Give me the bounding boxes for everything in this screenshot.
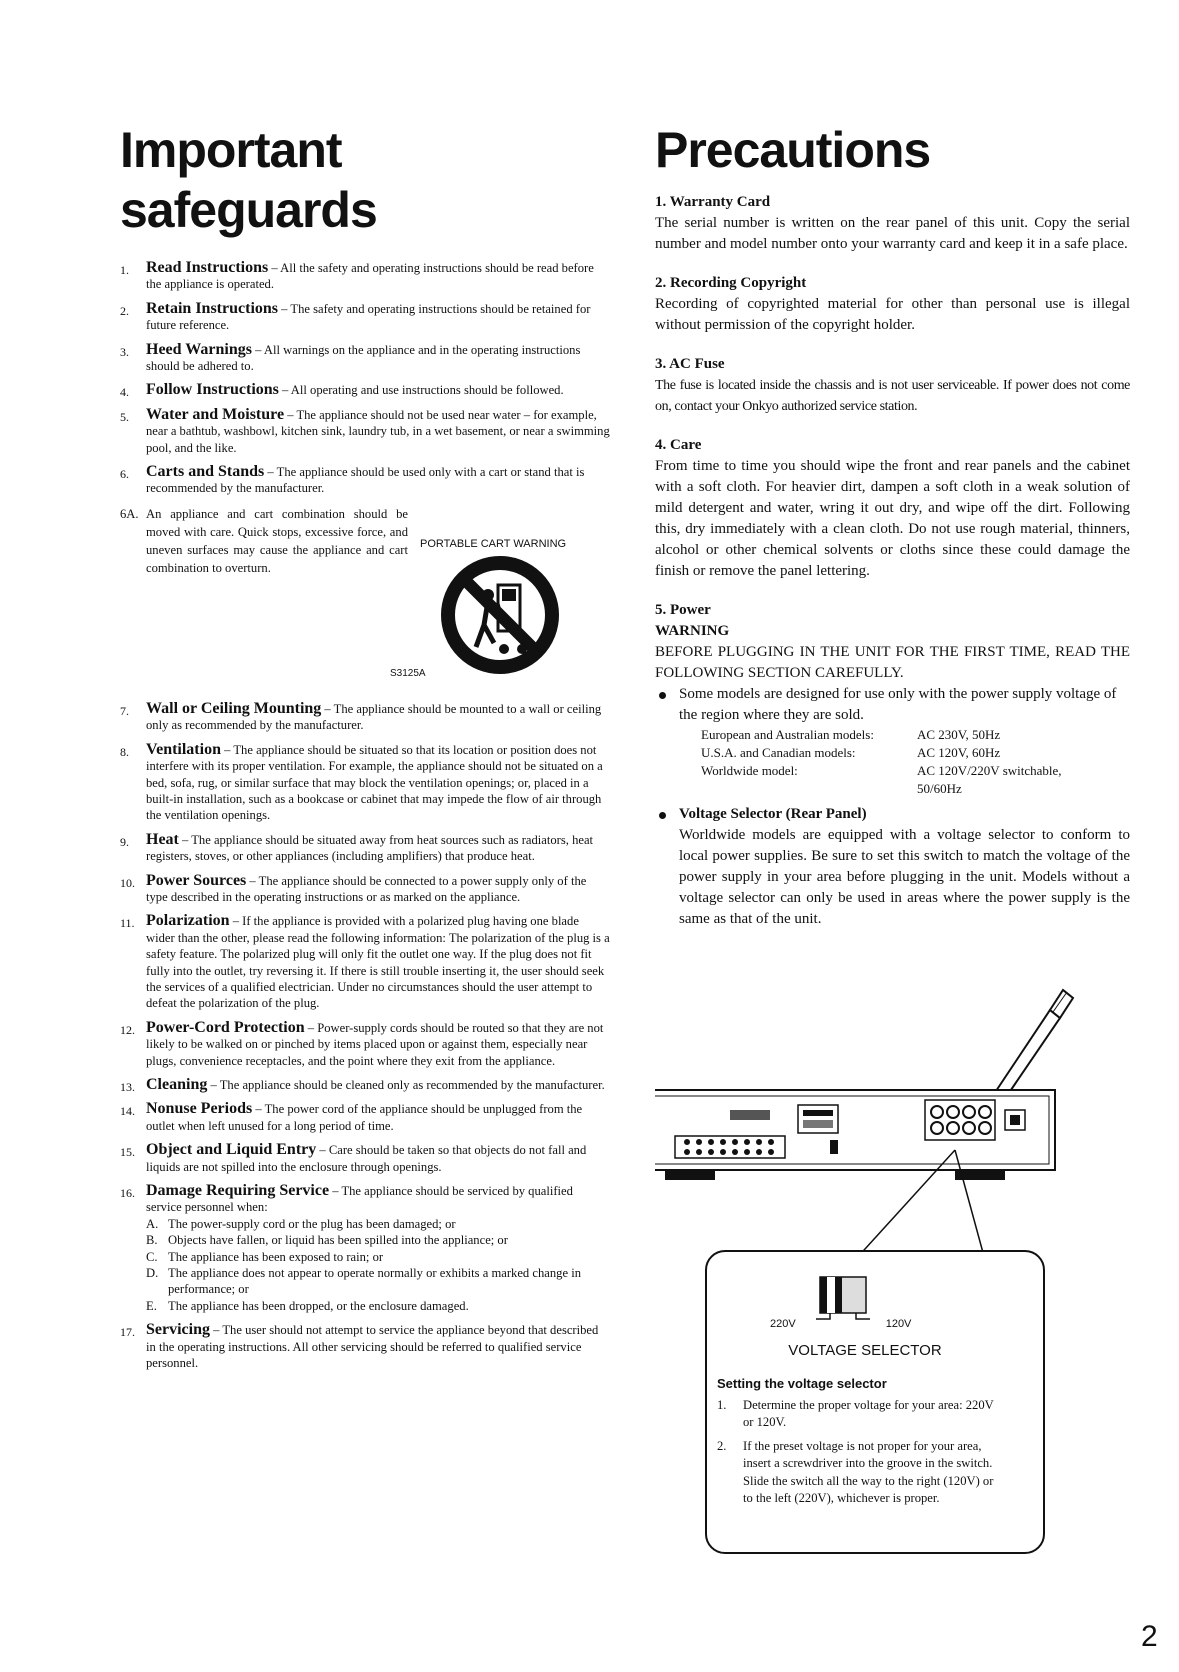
- item-title: Servicing: [146, 1321, 210, 1339]
- item-title: Follow Instructions: [146, 381, 279, 399]
- item-number: 3.: [120, 344, 129, 359]
- sub-item: [146, 1265, 610, 1298]
- table-row: [701, 726, 1087, 744]
- model-name: Worldwide model:: [701, 763, 798, 778]
- sub-text: The appliance has been dropped, or the enclosure damaged.: [168, 1298, 469, 1313]
- item-title: Water and Moisture: [146, 405, 285, 423]
- item-title: Heed Warnings: [146, 340, 252, 358]
- item-number: 14.: [120, 1104, 135, 1119]
- list-item: [120, 1020, 610, 1069]
- item-text: – The appliance should not be used near water – for example, near a bathtub, washbowl, kitchen sink, laundry tub, in a wet basement, or near a swimming pool, and the like.: [146, 407, 610, 455]
- step-number: 1.: [717, 1397, 727, 1412]
- list-item: [120, 913, 610, 1011]
- section-heading: 2. Recording Copyright: [655, 275, 807, 291]
- item-number: 2.: [120, 303, 129, 318]
- item-text: – All warnings on the appliance and in the operating instructions should be adhered to.: [146, 342, 581, 374]
- service-conditions-list: [146, 1216, 610, 1314]
- model-name: European and Australian models:: [701, 727, 874, 742]
- list-item: [120, 832, 610, 865]
- item-number: 1.: [120, 263, 129, 277]
- sub-letter: D.: [146, 1266, 159, 1281]
- bullet-text: Some models are designed for use only with the power supply voltage of the region where they are sold.: [679, 686, 1117, 723]
- voltage-selector-instructions: [717, 1375, 1002, 1508]
- item-title: Cleaning: [146, 1076, 208, 1093]
- safeguards-list: [120, 260, 610, 497]
- sub-letter: C.: [146, 1249, 158, 1264]
- sub-text: The appliance does not appear to operate normally or exhibits a marked change in performance; or: [168, 1266, 581, 1297]
- list-item: [120, 301, 610, 334]
- item-number: 16.: [120, 1186, 135, 1201]
- fuse-section: [655, 354, 1130, 417]
- power-section: [655, 600, 1130, 930]
- portable-cart-warning-icon: [440, 555, 560, 675]
- item-number: 7.: [120, 703, 129, 718]
- sub-item: [146, 1232, 610, 1248]
- item-text: – The appliance should be cleaned only as recommended by the manufacturer.: [207, 1078, 605, 1092]
- item-text: – If the appliance is provided with a polarized plug having one blade wider than the other, please read the following information: The polarization of the plug is a safety feature. The polarized plug will only fit the outlet one way. If the plug does not fit fully into the outlet, try reversing it. If there is still trouble inserting it, the user should seek the services of a qualified electrician. Under no circumstances should the user attempt to defeat the polarization of the plug.: [146, 914, 610, 1011]
- section-body: Recording of copyrighted material for other than personal use is illegal without permission of the copyright holder.: [655, 296, 1130, 333]
- bullet-item: [655, 804, 1130, 930]
- item-text: – The appliance should be serviced by qualified service personnel when:: [146, 1184, 573, 1215]
- instruction-step: [717, 1438, 1002, 1508]
- item-title: Power Sources: [146, 871, 247, 889]
- model-voltage: AC 230V, 50Hz: [917, 727, 1001, 742]
- list-item: [120, 1142, 610, 1175]
- step-text: Determine the proper voltage for your area: 220V or 120V.: [743, 1397, 994, 1429]
- sub-letter: E.: [146, 1298, 157, 1313]
- list-item: [120, 1322, 610, 1371]
- voltage-left-label: 220V: [770, 1318, 796, 1330]
- list-item: [120, 382, 610, 398]
- section-heading: 4. Care: [655, 437, 702, 453]
- list-item: [120, 873, 610, 906]
- section-heading: 5. Power: [655, 602, 711, 618]
- item-number: 4.: [120, 385, 129, 400]
- item-text: – The user should not attempt to service the appliance beyond that described in the operating instructions. All other servicing should be referred to qualified service personnel.: [146, 1323, 599, 1371]
- item-text: – The appliance should be situated so that its location or position does not interfere with its proper ventilation. For example, the appliance should not be situated on a bed, sofa, rug, or similar surface that may block the ventilation openings; or, placed in a built-in installation, such as a bookcase or cabinet that may impede the flow of air through the ventilation openings.: [146, 742, 603, 823]
- item-title: Read Instructions: [146, 259, 269, 276]
- cart-warning-caption: PORTABLE CART WARNING: [420, 537, 567, 550]
- bullet-heading: Voltage Selector (Rear Panel): [679, 806, 867, 822]
- sub-text: Objects have fallen, or liquid has been spilled into the appliance; or: [168, 1233, 508, 1248]
- instruction-step: [717, 1397, 1002, 1432]
- list-item: [120, 260, 610, 293]
- bullet-dot: [659, 812, 666, 819]
- item-title: Damage Requiring Service: [146, 1182, 330, 1200]
- sub-item: [146, 1249, 610, 1265]
- item-number: 17.: [120, 1325, 135, 1340]
- receiver-rear-panel: [655, 1090, 1055, 1180]
- item-title: Carts and Stands: [146, 463, 265, 481]
- item-number: 11.: [120, 916, 135, 931]
- voltage-labels: [770, 1318, 911, 1330]
- section-body: From time to time you should wipe the front and rear panels and the cabinet with a soft cloth. For heavier dirt, dampen a soft cloth in a weak solution of mild detergent and water, wring it out dry, and wipe off the dirt. Following this, dry immediately with a clean cloth. Do not use rough material, thinners, alcohol or other chemical solvents or cloths since these could damage the finish or remove the panel lettering.: [655, 458, 1130, 579]
- item-number: 8.: [120, 744, 129, 759]
- instructions-heading: Setting the voltage selector: [717, 1376, 887, 1391]
- item-title: Nonuse Periods: [146, 1100, 253, 1118]
- sub-item: [146, 1216, 610, 1232]
- item-text: – The appliance should be situated away from heat sources such as radiators, heat registers, stoves, or other appliances (including amplifiers) that produce heat.: [146, 832, 594, 864]
- care-section: [655, 435, 1130, 582]
- table-row: [701, 744, 1087, 762]
- precautions-column: [655, 120, 1130, 930]
- item-title: Heat: [146, 830, 179, 848]
- table-row: [701, 762, 1087, 798]
- item-number: 5.: [120, 409, 129, 424]
- model-voltage: AC 120V, 60Hz: [917, 745, 1001, 760]
- model-name: U.S.A. and Canadian models:: [701, 745, 856, 760]
- cart-warning-text-wrap: [120, 505, 408, 577]
- section-heading: 1. Warranty Card: [655, 194, 771, 210]
- item-title: Object and Liquid Entry: [146, 1141, 317, 1159]
- safeguards-title: Important safeguards: [120, 122, 377, 238]
- model-voltage-table: [701, 726, 1087, 798]
- sub-item: [146, 1298, 610, 1314]
- item-number: 6.: [120, 467, 129, 482]
- section-body: The fuse is located inside the chassis and is not user serviceable. If power does not come on, contact your Onkyo authorized service station.: [655, 378, 1130, 414]
- item-title: Polarization: [146, 912, 230, 930]
- item-number: 9.: [120, 834, 129, 849]
- warning-caps-text: BEFORE PLUGGING IN THE UNIT FOR THE FIRST TIME, READ THE FOLLOWING SECTION CAREFULLY.: [655, 644, 1130, 681]
- page-number: 2: [1141, 1620, 1158, 1653]
- safeguards-list-continued: [120, 701, 610, 1372]
- list-item: [120, 342, 610, 375]
- item-text: – The appliance should be mounted to a wall or ceiling only as recommended by the manufacturer.: [146, 701, 602, 733]
- item-text: – The power cord of the appliance should be unplugged from the outlet when left unused for a long period of time.: [146, 1102, 583, 1133]
- item-number: 6A.: [120, 506, 139, 521]
- sub-letter: B.: [146, 1233, 158, 1248]
- item-number: 13.: [120, 1080, 135, 1094]
- item-number: 10.: [120, 875, 135, 890]
- bullet-item: [655, 684, 1130, 726]
- item-text: – The safety and operating instructions should be retained for future reference.: [146, 301, 591, 333]
- sub-letter: A.: [146, 1216, 159, 1231]
- list-item: [120, 407, 610, 456]
- step-number: 2.: [717, 1438, 727, 1453]
- model-voltage: AC 120V/220V switchable, 50/60Hz: [917, 763, 1062, 796]
- section-heading: 3. AC Fuse: [655, 356, 725, 372]
- list-item: [120, 742, 610, 824]
- voltage-right-label: 120V: [885, 1318, 912, 1330]
- item-text: – Power-supply cords should be routed so that they are not likely to be walked on or pinched by items placed upon or against them, especially near plugs, convenience receptacles, and the point where they exit from the appliance.: [146, 1020, 604, 1068]
- item-text: – The appliance should be connected to a power supply only of the type described in the operating instructions or as marked on the appliance.: [146, 873, 587, 904]
- warning-label: WARNING: [655, 623, 730, 639]
- precautions-title: Precautions: [655, 122, 931, 178]
- step-text: If the preset voltage is not proper for your area, insert a screwdriver into the groove in the switch. Slide the switch all the way to the right (120V) or to the left (220V), whichever is proper.: [743, 1438, 994, 1505]
- list-item: [120, 1077, 610, 1093]
- item-text: – All operating and use instructions should be followed.: [278, 383, 564, 398]
- list-item: [120, 701, 610, 734]
- warranty-section: [655, 192, 1130, 255]
- item-title: Retain Instructions: [146, 299, 279, 317]
- sub-text: The appliance has been exposed to rain; or: [168, 1249, 384, 1264]
- bullet-dot: [659, 692, 666, 699]
- sub-text: The power-supply cord or the plug has been damaged; or: [168, 1216, 456, 1231]
- item-title: Ventilation: [146, 740, 221, 758]
- item-title: Power-Cord Protection: [146, 1018, 305, 1036]
- item-number: 15.: [120, 1145, 135, 1160]
- bullet-text: Worldwide models are equipped with a voltage selector to conform to local power supplies. Be sure to set this switch to match the voltage of the power supply in your area before plugging in the unit. Models without a voltage selector can only be used in areas where the power supply is the same as that of the unit.: [679, 827, 1130, 927]
- item-number: 12.: [120, 1022, 135, 1037]
- section-body: The serial number is written on the rear panel of this unit. Copy the serial number and model number onto your warranty card and keep it in a safe place.: [655, 215, 1130, 252]
- item-text: – The appliance should be used only with a cart or stand that is recommended by the manufacturer.: [146, 465, 585, 496]
- item-text: – All the safety and operating instructions should be read before the appliance is operated.: [146, 261, 594, 292]
- safeguards-column: [120, 120, 610, 1380]
- item-title: Wall or Ceiling Mounting: [146, 699, 322, 717]
- list-item: [120, 1183, 610, 1314]
- cart-warning-code: S3125A: [390, 667, 426, 679]
- list-item: [120, 1101, 610, 1134]
- cart-warning-block: [120, 505, 610, 695]
- voltage-selector-title: VOLTAGE SELECTOR: [788, 1342, 942, 1359]
- cart-warning-text: An appliance and cart combination should be moved with care. Quick stops, excessive force, and uneven surfaces may cause the appliance and cart combination to overturn.: [146, 506, 408, 575]
- list-item: [120, 464, 610, 497]
- copyright-section: [655, 273, 1130, 336]
- item-text: – Care should be taken so that objects do not fall and liquids are not spilled into the enclosure through openings.: [146, 1143, 587, 1174]
